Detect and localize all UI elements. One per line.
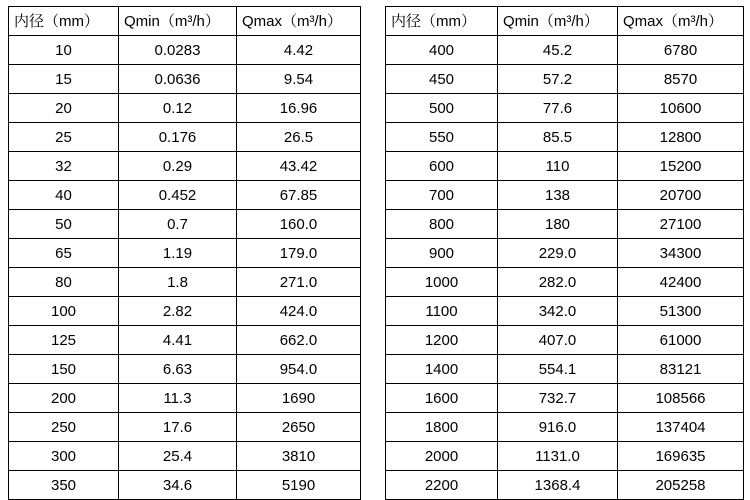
flow-table-right	[385, 6, 744, 500]
cell-diameter: 900	[386, 239, 498, 268]
table-row	[386, 442, 744, 471]
cell-qmin: 57.2	[498, 65, 618, 94]
cell-qmin: 45.2	[498, 36, 618, 65]
cell-diameter: 1100	[386, 297, 498, 326]
cell-qmax: 51300	[618, 297, 744, 326]
cell-diameter: 50	[9, 210, 119, 239]
cell-qmax: 954.0	[237, 355, 361, 384]
cell-qmax: 12800	[618, 123, 744, 152]
table-row	[9, 471, 361, 500]
table-row	[9, 210, 361, 239]
cell-qmax: 205258	[618, 471, 744, 500]
cell-diameter: 40	[9, 181, 119, 210]
table-row	[9, 268, 361, 297]
cell-qmax: 6780	[618, 36, 744, 65]
table-row	[9, 384, 361, 413]
cell-qmin: 0.0283	[119, 36, 237, 65]
cell-qmax: 27100	[618, 210, 744, 239]
cell-diameter: 100	[9, 297, 119, 326]
table-row	[9, 94, 361, 123]
cell-qmin: 34.6	[119, 471, 237, 500]
cell-diameter: 20	[9, 94, 119, 123]
cell-qmin: 342.0	[498, 297, 618, 326]
table-row	[386, 268, 744, 297]
cell-qmax: 42400	[618, 268, 744, 297]
cell-diameter: 1200	[386, 326, 498, 355]
table-row	[9, 36, 361, 65]
table-row	[386, 181, 744, 210]
table-row	[9, 65, 361, 94]
cell-qmax: 9.54	[237, 65, 361, 94]
cell-qmax: 20700	[618, 181, 744, 210]
table-row	[9, 123, 361, 152]
table-row	[9, 297, 361, 326]
cell-diameter: 450	[386, 65, 498, 94]
cell-qmax: 5190	[237, 471, 361, 500]
cell-qmin: 916.0	[498, 413, 618, 442]
cell-qmin: 180	[498, 210, 618, 239]
table-row	[386, 471, 744, 500]
cell-qmax: 2650	[237, 413, 361, 442]
cell-qmax: 3810	[237, 442, 361, 471]
cell-diameter: 125	[9, 326, 119, 355]
cell-qmin: 11.3	[119, 384, 237, 413]
cell-diameter: 2000	[386, 442, 498, 471]
cell-diameter: 400	[386, 36, 498, 65]
cell-qmin: 0.12	[119, 94, 237, 123]
cell-qmax: 43.42	[237, 152, 361, 181]
table-header-row	[386, 7, 744, 36]
table-row	[9, 442, 361, 471]
cell-qmin: 138	[498, 181, 618, 210]
cell-qmin: 1.19	[119, 239, 237, 268]
cell-diameter: 700	[386, 181, 498, 210]
table-row	[386, 123, 744, 152]
cell-qmax: 169635	[618, 442, 744, 471]
cell-qmax: 4.42	[237, 36, 361, 65]
table-row	[386, 210, 744, 239]
table-row	[9, 413, 361, 442]
cell-diameter: 600	[386, 152, 498, 181]
cell-qmax: 271.0	[237, 268, 361, 297]
cell-diameter: 550	[386, 123, 498, 152]
cell-qmax: 108566	[618, 384, 744, 413]
cell-qmin: 25.4	[119, 442, 237, 471]
table-row	[386, 36, 744, 65]
cell-qmin: 732.7	[498, 384, 618, 413]
table-row	[386, 239, 744, 268]
cell-qmax: 160.0	[237, 210, 361, 239]
cell-qmax: 424.0	[237, 297, 361, 326]
cell-diameter: 350	[9, 471, 119, 500]
cell-diameter: 32	[9, 152, 119, 181]
cell-qmax: 61000	[618, 326, 744, 355]
cell-diameter: 250	[9, 413, 119, 442]
cell-diameter: 80	[9, 268, 119, 297]
cell-diameter: 25	[9, 123, 119, 152]
cell-diameter: 2200	[386, 471, 498, 500]
cell-qmax: 8570	[618, 65, 744, 94]
cell-qmin: 85.5	[498, 123, 618, 152]
table-row	[386, 326, 744, 355]
cell-qmax: 83121	[618, 355, 744, 384]
cell-diameter: 1800	[386, 413, 498, 442]
table-row	[386, 152, 744, 181]
cell-qmax: 16.96	[237, 94, 361, 123]
cell-qmin: 1368.4	[498, 471, 618, 500]
cell-qmax: 15200	[618, 152, 744, 181]
cell-qmax: 67.85	[237, 181, 361, 210]
cell-diameter: 800	[386, 210, 498, 239]
header-cell-diameter: 内径（mm）	[9, 7, 119, 36]
header-cell-qmax: Qmax（m³/h）	[237, 7, 361, 36]
cell-qmin: 229.0	[498, 239, 618, 268]
header-cell-qmin: Qmin（m³/h）	[498, 7, 618, 36]
header-cell-qmin: Qmin（m³/h）	[119, 7, 237, 36]
cell-diameter: 65	[9, 239, 119, 268]
table-row	[386, 384, 744, 413]
cell-diameter: 200	[9, 384, 119, 413]
cell-qmax: 137404	[618, 413, 744, 442]
cell-qmin: 110	[498, 152, 618, 181]
table-header-row	[9, 7, 361, 36]
cell-qmin: 0.176	[119, 123, 237, 152]
table-body-right	[386, 36, 744, 500]
table-row	[9, 239, 361, 268]
table-row	[386, 94, 744, 123]
cell-qmin: 1131.0	[498, 442, 618, 471]
cell-diameter: 15	[9, 65, 119, 94]
cell-diameter: 150	[9, 355, 119, 384]
table-row	[9, 326, 361, 355]
table-body-left	[9, 36, 361, 500]
header-cell-diameter: 内径（mm）	[386, 7, 498, 36]
cell-qmax: 662.0	[237, 326, 361, 355]
cell-qmin: 6.63	[119, 355, 237, 384]
cell-qmin: 17.6	[119, 413, 237, 442]
table-row	[386, 413, 744, 442]
flow-table-left	[8, 6, 361, 500]
cell-diameter: 1000	[386, 268, 498, 297]
cell-qmax: 10600	[618, 94, 744, 123]
cell-qmin: 554.1	[498, 355, 618, 384]
cell-qmin: 282.0	[498, 268, 618, 297]
table-row	[9, 152, 361, 181]
cell-qmax: 26.5	[237, 123, 361, 152]
cell-diameter: 10	[9, 36, 119, 65]
cell-qmin: 0.7	[119, 210, 237, 239]
cell-qmin: 77.6	[498, 94, 618, 123]
cell-qmax: 34300	[618, 239, 744, 268]
cell-qmin: 407.0	[498, 326, 618, 355]
cell-qmin: 4.41	[119, 326, 237, 355]
cell-qmin: 2.82	[119, 297, 237, 326]
table-row	[386, 355, 744, 384]
cell-qmax: 179.0	[237, 239, 361, 268]
table-row	[386, 297, 744, 326]
cell-diameter: 300	[9, 442, 119, 471]
table-row	[9, 181, 361, 210]
cell-qmin: 0.29	[119, 152, 237, 181]
header-cell-qmax: Qmax（m³/h）	[618, 7, 744, 36]
table-row	[386, 65, 744, 94]
cell-qmax: 1690	[237, 384, 361, 413]
cell-qmin: 0.0636	[119, 65, 237, 94]
cell-qmin: 1.8	[119, 268, 237, 297]
cell-diameter: 500	[386, 94, 498, 123]
cell-qmin: 0.452	[119, 181, 237, 210]
table-row	[9, 355, 361, 384]
cell-diameter: 1600	[386, 384, 498, 413]
cell-diameter: 1400	[386, 355, 498, 384]
